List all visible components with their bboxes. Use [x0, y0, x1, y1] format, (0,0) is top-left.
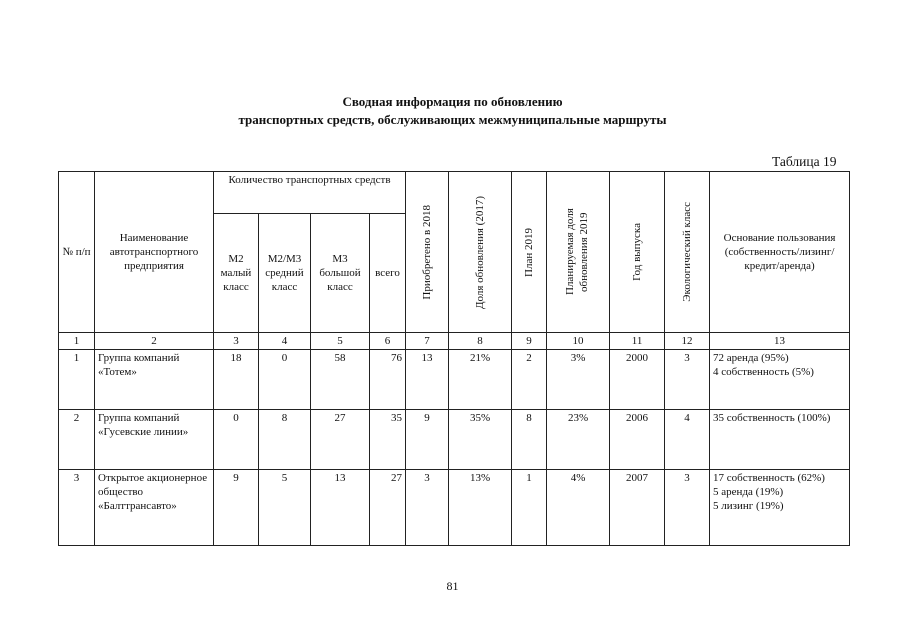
header-m3: М3 большой класс — [311, 214, 370, 333]
col-number: 11 — [610, 333, 665, 350]
cell-name: Группа компаний «Тотем» — [95, 350, 214, 410]
basis-line: 5 лизинг (19%) — [713, 500, 784, 512]
header-name: Наименование автотранспортного предприятия — [95, 172, 214, 333]
cell-year: 2000 — [610, 350, 665, 410]
cell-year: 2006 — [610, 410, 665, 470]
column-numbers-row — [59, 333, 850, 350]
table-row — [59, 470, 850, 546]
cell-total: 76 — [370, 350, 406, 410]
cell-m2: 18 — [214, 350, 259, 410]
header-count-group: Количество транспортных средств — [214, 172, 406, 214]
cell-share-2017: 35% — [449, 410, 512, 470]
cell-m2: 0 — [214, 410, 259, 470]
cell-planned-share: 4% — [547, 470, 610, 546]
table-label: Таблица 19 — [772, 154, 837, 169]
cell-eco-class: 4 — [665, 410, 710, 470]
col-number: 13 — [710, 333, 850, 350]
cell-name: Группа компаний «Гусевские линии» — [95, 410, 214, 470]
cell-m3: 13 — [311, 470, 370, 546]
cell-acquired: 13 — [406, 350, 449, 410]
page-number: 81 — [446, 579, 459, 593]
header-basis: Основание пользования (собственность/лизинг/ кредит/аренда) — [710, 172, 850, 333]
cell-plan-2019: 8 — [512, 410, 547, 470]
header-plan-2019: План 2019 — [512, 172, 547, 333]
cell-m2m3: 8 — [259, 410, 311, 470]
summary-table — [58, 171, 850, 546]
cell-total: 35 — [370, 410, 406, 470]
col-number: 3 — [214, 333, 259, 350]
cell-name: Открытое акционерное общество «Балттрансавто» — [95, 470, 214, 546]
cell-plan-2019: 2 — [512, 350, 547, 410]
cell-m2: 9 — [214, 470, 259, 546]
header-m2: М2 малый класс — [214, 214, 259, 333]
col-number: 5 — [311, 333, 370, 350]
cell-acquired: 3 — [406, 470, 449, 546]
header-year: Год выпуска — [610, 172, 665, 333]
cell-eco-class: 3 — [665, 350, 710, 410]
table-row — [59, 410, 850, 470]
header-acquired: Приобретено в 2018 — [406, 172, 449, 333]
cell-basis — [710, 410, 850, 470]
cell-total: 27 — [370, 470, 406, 546]
table-row — [59, 350, 850, 410]
cell-num: 1 — [59, 350, 95, 410]
cell-m3: 27 — [311, 410, 370, 470]
header-planned-share: Планируемая доля обновления 2019 — [547, 172, 610, 333]
col-number: 12 — [665, 333, 710, 350]
cell-eco-class: 3 — [665, 470, 710, 546]
header-m2m3: М2/М3 средний класс — [259, 214, 311, 333]
cell-m2m3: 5 — [259, 470, 311, 546]
cell-plan-2019: 1 — [512, 470, 547, 546]
cell-num: 2 — [59, 410, 95, 470]
header-total: всего — [370, 214, 406, 333]
cell-planned-share: 23% — [547, 410, 610, 470]
col-number: 10 — [547, 333, 610, 350]
cell-share-2017: 21% — [449, 350, 512, 410]
col-number: 9 — [512, 333, 547, 350]
basis-line: 72 аренда (95%) — [713, 352, 789, 364]
basis-line: 4 собственность (5%) — [713, 366, 814, 378]
cell-num: 3 — [59, 470, 95, 546]
cell-m2m3: 0 — [259, 350, 311, 410]
cell-planned-share: 3% — [547, 350, 610, 410]
cell-share-2017: 13% — [449, 470, 512, 546]
col-number: 2 — [95, 333, 214, 350]
col-number: 6 — [370, 333, 406, 350]
header-eco-class: Экологический класс — [665, 172, 710, 333]
basis-line: 35 собственность (100%) — [713, 412, 831, 424]
col-number: 7 — [406, 333, 449, 350]
col-number: 1 — [59, 333, 95, 350]
document-title-line-2: транспортных средств, обслуживающих межмуниципальные маршруты — [238, 112, 667, 127]
basis-line: 17 собственность (62%) — [713, 472, 825, 484]
header-num: № п/п — [59, 172, 95, 333]
cell-m3: 58 — [311, 350, 370, 410]
col-number: 4 — [259, 333, 311, 350]
cell-acquired: 9 — [406, 410, 449, 470]
basis-line: 5 аренда (19%) — [713, 486, 784, 498]
header-share-2017: Доля обновления (2017) — [449, 172, 512, 333]
cell-basis — [710, 470, 850, 546]
col-number: 8 — [449, 333, 512, 350]
cell-year: 2007 — [610, 470, 665, 546]
document-title-line-1: Сводная информация по обновлению — [342, 94, 563, 109]
cell-basis — [710, 350, 850, 410]
